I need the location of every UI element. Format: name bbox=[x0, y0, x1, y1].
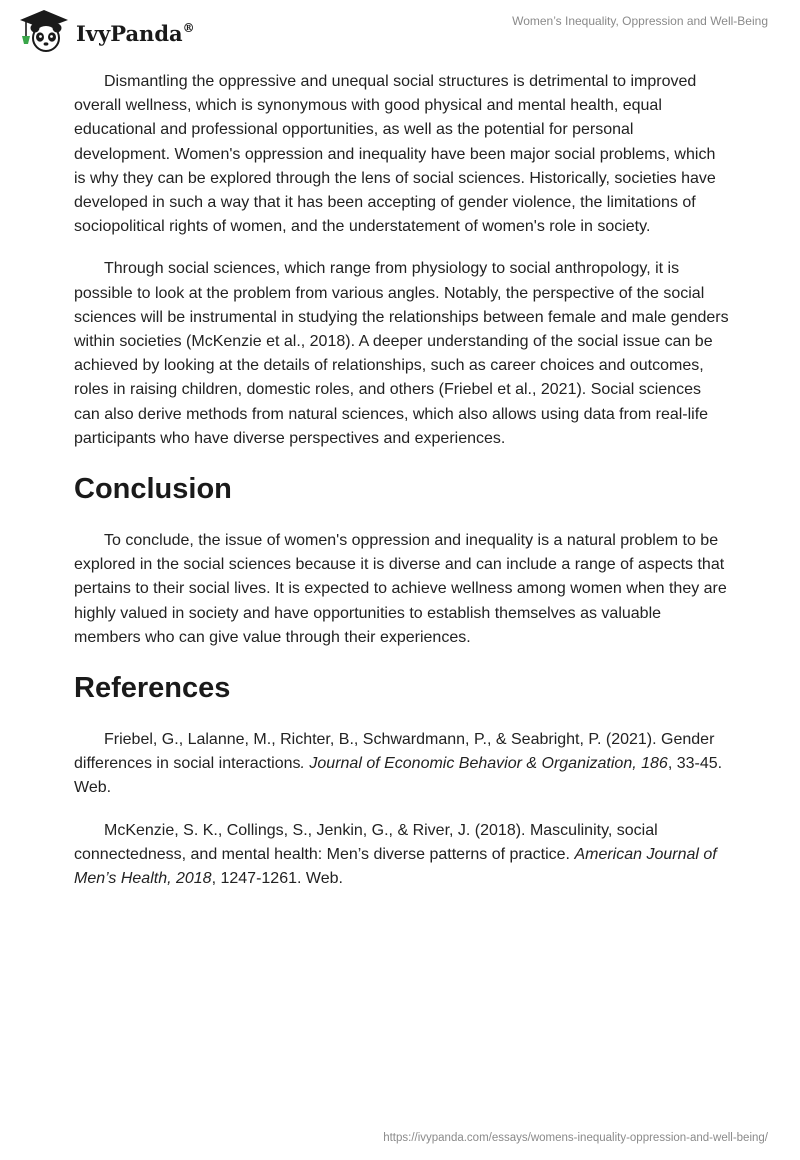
ivypanda-logo[interactable] bbox=[14, 8, 195, 54]
body-paragraph: Dismantling the oppressive and unequal social structures is detrimental to improved overall wellness, which is synonymous with good physical and mental health, equal educational and professional opportunities, as well as the potential for personal development. Women's oppression and inequality have been major social problems, which is why they can be explored through the lens of social sciences. Historically, societies have developed in such a way that it has been accepting of gender violence, the limitations of sociopolitical rights of women, and the understatement of women's role in society. bbox=[74, 73, 716, 236]
source-url[interactable]: https://ivypanda.com/essays/womens-inequality-oppression-and-well-being/ bbox=[383, 1132, 768, 1144]
document-title: Women’s Inequality, Oppression and Well-Being bbox=[512, 14, 768, 28]
brand-name: IvyPanda® bbox=[76, 20, 195, 46]
reference-entry: Friebel, G., Lalanne, M., Richter, B., Schwardmann, P., & Seabright, P. (2021). Gender differences in social interactions. Journal of Economic Behavior & Organization, 186, 33-45. Web. bbox=[74, 731, 723, 797]
references-heading: References bbox=[74, 672, 231, 705]
body-paragraph: Through social sciences, which range from physiology to social anthropology, it is possible to look at the problem from various angles. Notably, the perspective of the social sciences will be instrumental in studying the relationships between female and male genders within societies (McKenzie et al., 2018). A deeper understanding of the social issue can be achieved by looking at the details of relationships, such as career choices and outcomes, roles in raising children, domestic roles, and others (Friebel et al., 2021). Social sciences can also derive methods from natural sciences, which also allows using data from real-life participants who have diverse perspectives and experiences. bbox=[74, 260, 729, 447]
conclusion-heading: Conclusion bbox=[74, 473, 232, 506]
reference-entry: McKenzie, S. K., Collings, S., Jenkin, G., & River, J. (2018). Masculinity, social connectedness, and mental health: Men’s diverse patterns of practice. American Journal of Men’s Health, 2018, 1247-1261. Web. bbox=[74, 821, 717, 888]
panda-graduate-icon bbox=[14, 8, 74, 54]
essay-content bbox=[74, 70, 730, 909]
conclusion-paragraph: To conclude, the issue of women's oppression and inequality is a natural problem to be explored in the social sciences because it is diverse and can include a range of aspects that pertains to their social lives. It is expected to achieve wellness among women when they are highly valued in society and have opportunities to establish themselves as valuable members who can give value through their experiences. bbox=[74, 532, 727, 646]
page-header bbox=[0, 0, 800, 60]
